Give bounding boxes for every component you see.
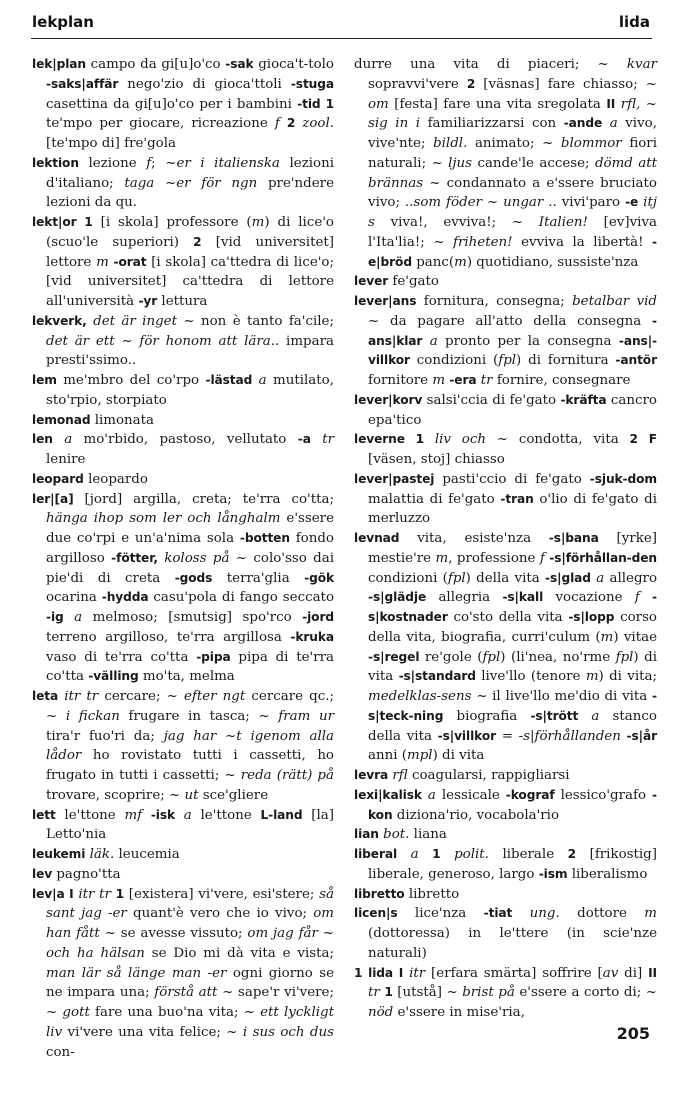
dictionary-entry: lever|ans fornitura, consegna; betalbar vid ~ da pagare all'atto della consegna -ans|klar a pronto per la consegna -ans|-villkor condizioni (fpl) di fornitura -antör fornitore m -era tr fornire, consegnare (354, 294, 657, 388)
dictionary-entry: lemonad limonata (32, 412, 155, 428)
dictionary-entry: levra rfl coagularsi, rappigliarsi (354, 768, 570, 783)
dictionary-entry: len a mo'rbido, pastoso, vellutato -a tr lenire (32, 432, 334, 467)
dictionary-entry: levnad vita, esiste'nza -s|bana [yrke] mestie're m, professione f -s|förhållan-den condizioni (fpl) della vita -s|glad a allegro -s|glädje allegria -s|kall vocazione f -s|kostnader co'sto della vita -s|lopp corso della vita, biografia, curri'culum (m) vitae -s|regel re'gole (fpl) (li'nea, no'rme fpl) di vita -s|standard live'llo (tenore m) di vita; medelklas-sens ~ il live'llo me'dio di vita -s|teck-ning biografia -s|trött a stanco della vita -s|villkor = -s|förhållanden -s|år anni (mpl) di vita (354, 531, 658, 764)
dictionary-entry: lem me'mbro del co'rpo -lästad a mutilato, sto'rpio, storpiato (32, 373, 334, 408)
left-column (32, 55, 334, 1062)
dictionary-entry: 1 lida I itr [erfara smärta] soffrire [av di] II tr 1 [utstå] ~ brist på e'ssere a corto di; ~ nöd e'ssere in mise'ria, (354, 965, 658, 1020)
dictionary-entry: lever|korv salsi'ccia di fe'gato -kräfta cancro epa'tico (354, 392, 657, 428)
page-number: 205 (616, 1024, 650, 1043)
dictionary-entry: lexi|kalisk a lessicale -kograf lessico'grafo -kon diziona'rio, vocabola'rio (354, 787, 657, 823)
dictionary-entry: ler|[a] [jord] argilla, creta; te'rra co'tta; hänga ihop som ler och långhalm e'ssere due co'rpi e un'a'nima sola -botten fondo argilloso -fötter, koloss på ~ colo'sso dai pie'di di creta -gods terra'glia -gök ocarina -hydda casu'pola di fango seccato -ig a melmoso; [smutsig] spo'rco -jord terreno argilloso, te'rra argillosa -kruka vaso di te'rra co'tta -pipa pipa di te'rra co'tta -välling mo'ta, melma (32, 491, 335, 685)
dictionary-entry: lever|pastej pasti'ccio di fe'gato -sjuk-dom malattia di fe'gato -tran o'lio di fe'gato di merluzzo (354, 471, 657, 527)
dictionary-entry: liberal a 1 polit. liberale 2 [frikostig] liberale, generoso, largo -ism liberalismo (354, 847, 657, 882)
right-column (354, 55, 657, 1023)
dictionary-entry: libretto libretto (354, 886, 460, 902)
dictionary-entry: lev|a I itr tr 1 [existera] vi'vere, esi'stere; så sant jag -er quant'è vero che io vivo; om han fått ~ se avesse vissuto; om jag får ~ och ha hälsan se Dio mi dà vita e vista; man lär så länge man -er ogni giorno se ne impara una; förstå att ~ sape'r vi'vere; ~ gott fare una buo'na vita; ~ ett lyckligt liv vi'vere una vita felice; ~ i sus och dus con- (32, 886, 335, 1060)
running-head-right: lida (618, 13, 650, 31)
dictionary-entry: leopard leopardo (32, 471, 148, 487)
dictionary-entry: lekverk, det är inget ~ non è tanto fa'cile; det är ett ~ för honom att lära.. impara presti'ssimo.. (32, 313, 334, 369)
dictionary-entry: lever fe'gato (354, 274, 439, 290)
dictionary-entry: licen|s lice'nza -tiat ung. dottore m (dottoressa) in le'ttere (in scie'nze naturali) (354, 906, 657, 961)
header-rule (31, 38, 652, 39)
running-head-left: lekplan (32, 13, 94, 31)
dictionary-entry: durre una vita di piaceri; ~ kvar sopravvi'vere 2 [väsnas] fare chiasso; ~ om [festa] fare una vita sregolata II rfl, ~ sig in i familiarizzarsi con -ande a vivo, vive'nte; bildl. animato; ~ blommor fiori naturali; ~ ljus cande'le accese; dömd att brännas ~ condannato a e'ssere bruciato vivo; ..som föder ~ ungar .. vivi'paro -e itj s viva!, evviva!; ~ Italien! [ev]viva l'Ita'lia!; ~ friheten! evviva la libertà! -e|bröd panc(m) quotidiano, sussiste'nza (354, 57, 658, 270)
dictionary-entry: lekt|or 1 [i skola] professore (m) di lice'o (scuo'le superiori) 2 [vid universitet] lettore m -orat [i skola] ca'ttedra di lice'o; [vid universitet] ca'ttedra di lettore all'università -yr lettura (32, 215, 334, 309)
dictionary-entry: lektion lezione f; ~er i italienska lezioni d'italiano; taga ~er för ngn pre'ndere lezioni da qu. (32, 155, 334, 211)
dictionary-entry: leverne 1 liv och ~ condotta, vita 2 F [väsen, stoj] chiasso (354, 432, 657, 467)
dictionary-entry: leukemi läk. leucemia (32, 847, 180, 862)
dictionary-entry: lev pagno'tta (32, 866, 121, 882)
dictionary-entry: lek|plan campo da gi[u]o'co -sak gioca't-tolo -saks|affär nego'zio di gioca'ttoli -stuga casettina da gi[u]o'co per i bambini -tid 1 te'mpo per giocare, ricreazione f 2 zool. [te'mpo di] fre'gola (32, 57, 334, 151)
dictionary-entry: lett le'ttone mf -isk a le'ttone L-land [la] Letto'nia (32, 807, 334, 843)
dictionary-entry: leta itr tr cercare; ~ efter ngt cercare qc.; ~ i fickan frugare in tasca; ~ fram ur tira'r fuo'ri da; jag har ~t igenom alla lådor ho rovistato tutti i cassetti, ho frugato in tutti i cassetti; ~ reda (rätt) på trovare, scoprire; ~ ut sce'gliere (32, 689, 334, 803)
dictionary-entry: lian bot. liana (354, 827, 447, 843)
